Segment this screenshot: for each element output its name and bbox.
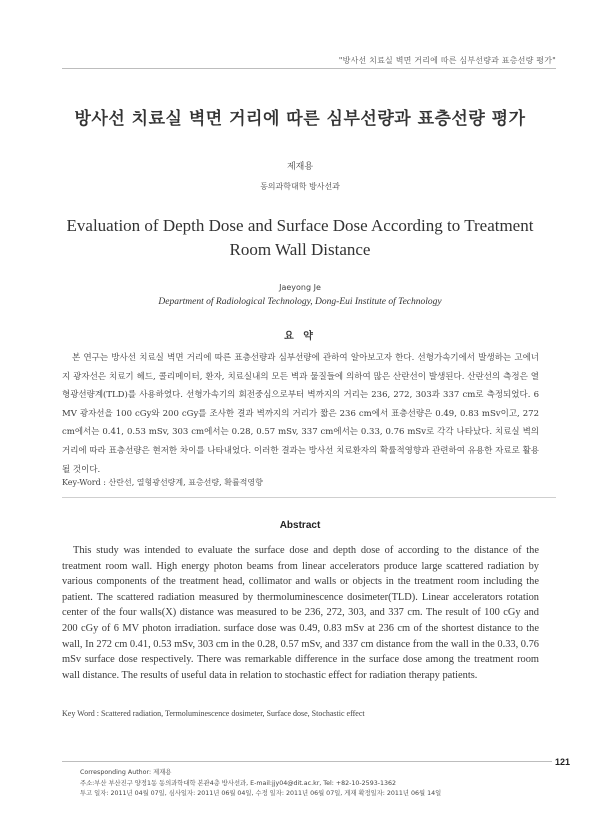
footer-dates: 투고 일자: 2011년 04월 07일, 심사일자: 2011년 06월 04일, 수정 일자: 2011년 06월 07일, 게재 확정일자: 2011년 06월 14일: [80, 790, 442, 797]
footer-address: 주소:부산 부산진구 양정1동 동의과학대학 본관4층 방사선과, E-mail:jjy04@dit.ac.kr, Tel: +82-10-2593-1362: [80, 779, 396, 787]
abstract-korean: 본 연구는 방사선 치료실 벽면 거리에 따른 표층선량과 심부선량에 관하여 알아보고자 한다. 선형가속기에서 발생하는 고에너지 광자선은 치료기 헤드, 콜리메이터, 환자, 치료실내의 모든 벽과 물질들에 의하여 많은 산란선이 발생된다. 산란선의 측정은 열형광선량계(TLD)를 사용하였다. 선형가속기의 회전중심으로부터 벽까지의 거리는 236, 272, 303과 337 cm로 측정되었다. 6 MV 광자선을 100 cGy와 200 cGy를 조사한 결과 벽까지의 거리가 짧은 236 cm에서 표층선량은 0.49, 0.83 mSv이고, 272 cm에서는 0.41, 0.53 mSv, 303 cm에서는 0.28, 0.57 mSv, 337 cm에서는 0.33, 0.76 mSv로 각각 나타났다. 치료실 벽의 거리에 따라 표층선량은 현저한 차이를 나타내었다. 이러한 결과는 방사선 치료환자의 확률적영향과 관련하여 유용한 자료로 활용될 것이다.: [62, 353, 539, 475]
keywords-korean: Key-Word : 산란선, 열형광선량계, 표층선량, 확률적영향: [62, 478, 263, 487]
keywords-english: Key Word : Scattered radiation, Termoluminescence dosimeter, Surface dose, Stochastic effect: [62, 709, 365, 718]
footer-block: [80, 768, 441, 800]
abstract-english-heading: Abstract: [279, 520, 321, 531]
footer-corresponding-author: Corresponding Author: 제재용: [80, 769, 172, 776]
author-korean: 제재용: [286, 162, 314, 172]
affiliation-korean: 동의과학대학 방사선과: [260, 182, 340, 191]
page-number: 121: [552, 757, 570, 767]
affiliation-english: Department of Radiological Technology, Dong-Eui Institute of Technology: [158, 297, 442, 307]
keywords-rule: [62, 497, 556, 498]
running-header: "방사선 치료실 벽면 거리에 따른 심부선량과 표층선량 평가": [338, 56, 556, 65]
header-rule: [62, 68, 556, 69]
title-english: Evaluation of Depth Dose and Surface Dose According to Treatment Room Wall Distance: [66, 216, 534, 259]
author-english: Jaeyong Je: [279, 283, 321, 292]
abstract-english: This study was intended to evaluate the surface dose and depth dose of according to the distance of the treatment room wall. High energy photon beams from linear accelerators produce large scattered radiation by various components of the treatment head, collimator and walls or objects in the treatment room including the patient. The scattered radiation measured by thermoluminescence dosimeter(TLD). Linear accelerators rotation center of the four walls(X) distance was measured to be 236, 272, 303, and 337 cm. The result of 100 cGy and 200 cGy of 6 MV photon irradiation. surface dose was 0.49, 0.83 mSv at 236 cm of the shortest distance to the wall, In 272 cm 0.41, 0.53 mSv, 303 cm in the 0.28, 0.57 mSv, and 337 cm distance from the wall in the 0.33, 0.76 mSv surface dose respectively. There was remarkable difference in the surface dose among the treatment room wall distance. The results of useful data in relation to stochastic effect for radiation therapy patients.: [62, 545, 539, 681]
footer-rule: [62, 761, 566, 762]
abstract-korean-heading: 요 약: [284, 331, 316, 342]
title-korean: 방사선 치료실 벽면 거리에 따른 심부선량과 표층선량 평가: [74, 109, 526, 129]
